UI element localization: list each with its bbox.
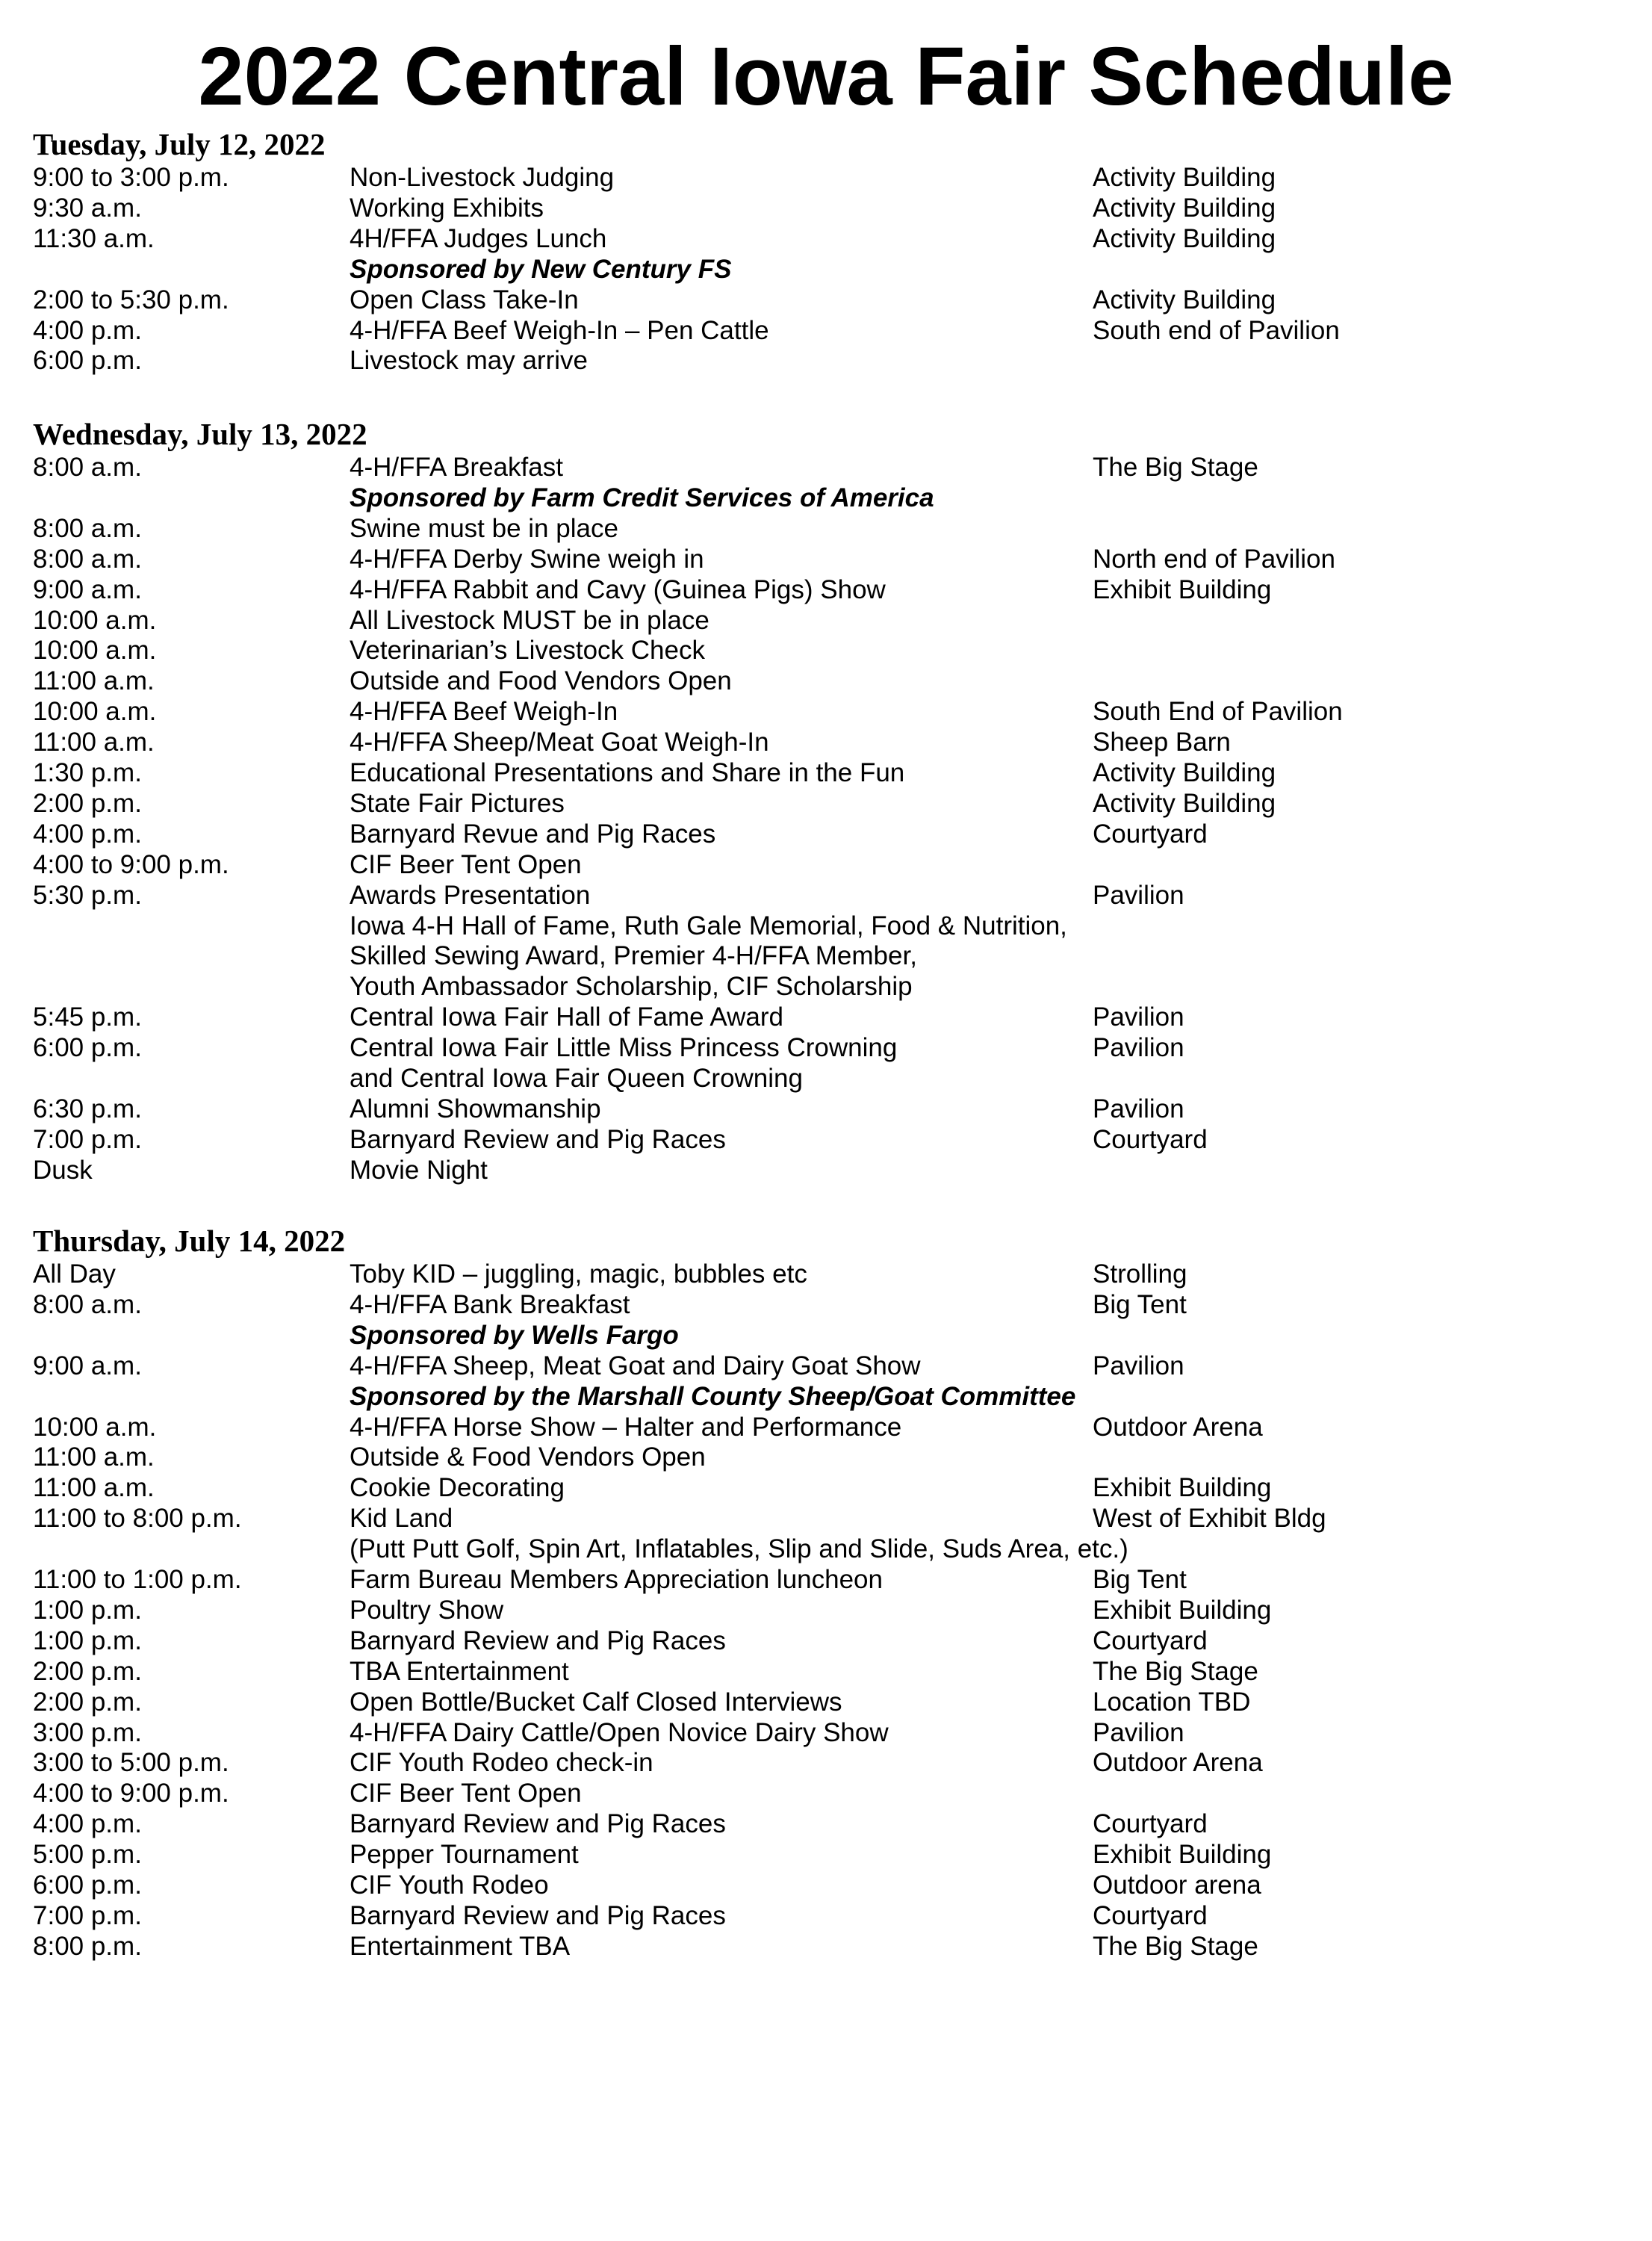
event-location: Exhibit Building bbox=[1093, 1840, 1272, 1870]
event-location: Courtyard bbox=[1093, 819, 1208, 849]
schedule-row bbox=[0, 1717, 1652, 1748]
page-title: 2022 Central Iowa Fair Schedule bbox=[198, 31, 1454, 123]
event-location: The Big Stage bbox=[1093, 1656, 1258, 1686]
event-time: 10:00 a.m. bbox=[33, 636, 157, 666]
event-location: West of Exhibit Bldg bbox=[1093, 1504, 1326, 1534]
schedule-row bbox=[0, 452, 1652, 483]
schedule-row bbox=[0, 1442, 1652, 1472]
event-name: CIF Youth Rodeo bbox=[350, 1870, 549, 1900]
event-location: Outdoor Arena bbox=[1093, 1748, 1263, 1778]
sponsor-text: Sponsored by New Century FS bbox=[350, 254, 732, 284]
event-name: (Putt Putt Golf, Spin Art, Inflatables, Slip and Slide, Suds Area, etc.) bbox=[350, 1534, 1128, 1564]
event-location: Big Tent bbox=[1093, 1289, 1187, 1319]
event-time: 10:00 a.m. bbox=[33, 697, 157, 727]
event-time: 6:00 p.m. bbox=[33, 346, 142, 376]
schedule-row bbox=[0, 1124, 1652, 1155]
event-location: Pavilion bbox=[1093, 1094, 1184, 1123]
event-time: 9:30 a.m. bbox=[33, 193, 142, 223]
event-name: 4-H/FFA Derby Swine weigh in bbox=[350, 544, 704, 574]
event-location: Courtyard bbox=[1093, 1124, 1208, 1154]
event-time: 3:00 to 5:00 p.m. bbox=[33, 1748, 229, 1778]
event-name: Youth Ambassador Scholarship, CIF Scholarship bbox=[350, 972, 913, 1002]
event-location: Big Tent bbox=[1093, 1565, 1187, 1594]
event-location: North end of Pavilion bbox=[1093, 544, 1335, 574]
event-time: 4:00 p.m. bbox=[33, 315, 142, 345]
schedule-row bbox=[0, 1687, 1652, 1717]
schedule-row bbox=[0, 1094, 1652, 1124]
event-location: Pavilion bbox=[1093, 1717, 1184, 1747]
schedule-row bbox=[0, 880, 1652, 911]
schedule-row bbox=[0, 162, 1652, 193]
event-time: 9:00 to 3:00 p.m. bbox=[33, 163, 229, 192]
schedule-row bbox=[0, 1472, 1652, 1503]
event-name: 4-H/FFA Sheep/Meat Goat Weigh-In bbox=[350, 728, 769, 757]
schedule-row bbox=[0, 1063, 1652, 1094]
event-name: CIF Beer Tent Open bbox=[350, 849, 582, 879]
event-time: 1:00 p.m. bbox=[33, 1595, 142, 1625]
event-location: Activity Building bbox=[1093, 788, 1276, 818]
event-name: Cookie Decorating bbox=[350, 1473, 565, 1503]
event-name: State Fair Pictures bbox=[350, 788, 565, 818]
schedule-row bbox=[0, 1595, 1652, 1625]
event-location: Exhibit Building bbox=[1093, 1473, 1272, 1503]
event-name: CIF Youth Rodeo check-in bbox=[350, 1748, 653, 1778]
event-location: Activity Building bbox=[1093, 758, 1276, 787]
schedule-row bbox=[0, 1503, 1652, 1534]
event-name: 4H/FFA Judges Lunch bbox=[350, 223, 607, 253]
event-time: 8:00 a.m. bbox=[33, 1289, 142, 1319]
event-location: Pavilion bbox=[1093, 1033, 1184, 1063]
event-time: 4:00 to 9:00 p.m. bbox=[33, 1779, 229, 1808]
event-name: TBA Entertainment bbox=[350, 1656, 569, 1686]
event-name: Farm Bureau Members Appreciation luncheon bbox=[350, 1565, 883, 1594]
event-time: 4:00 p.m. bbox=[33, 1809, 142, 1839]
event-name: 4-H/FFA Breakfast bbox=[350, 453, 563, 482]
event-time: 8:00 a.m. bbox=[33, 544, 142, 574]
event-time: 5:45 p.m. bbox=[33, 1002, 142, 1032]
schedule-row bbox=[0, 285, 1652, 315]
schedule-row bbox=[0, 788, 1652, 819]
event-name: Awards Presentation bbox=[350, 880, 591, 910]
schedule-row bbox=[0, 911, 1652, 941]
event-name: Educational Presentations and Share in the Fun bbox=[350, 758, 905, 787]
schedule-row bbox=[0, 940, 1652, 971]
event-name: Open Class Take-In bbox=[350, 285, 579, 314]
schedule-row bbox=[0, 513, 1652, 544]
event-time: All Day bbox=[33, 1259, 116, 1289]
event-name: Alumni Showmanship bbox=[350, 1094, 601, 1123]
event-name: Barnyard Review and Pig Races bbox=[350, 1809, 726, 1839]
sponsor-text: Sponsored by the Marshall County Sheep/Goat Committee bbox=[350, 1381, 1076, 1411]
schedule-row bbox=[0, 666, 1652, 696]
event-name: 4-H/FFA Horse Show – Halter and Performance bbox=[350, 1412, 902, 1442]
schedule-row bbox=[0, 1412, 1652, 1442]
schedule-row bbox=[0, 345, 1652, 376]
event-name: Barnyard Review and Pig Races bbox=[350, 1900, 726, 1930]
event-location: Activity Building bbox=[1093, 223, 1276, 253]
event-time: 11:00 a.m. bbox=[33, 1442, 155, 1472]
schedule-row bbox=[0, 819, 1652, 849]
event-location: South end of Pavilion bbox=[1093, 315, 1340, 345]
schedule-row bbox=[0, 1534, 1652, 1564]
schedule-row bbox=[0, 1808, 1652, 1839]
event-time: 2:00 p.m. bbox=[33, 1656, 142, 1686]
event-name: Toby KID – juggling, magic, bubbles etc bbox=[350, 1259, 807, 1289]
event-time: 10:00 a.m. bbox=[33, 1412, 157, 1442]
event-name: Entertainment TBA bbox=[350, 1931, 571, 1961]
event-name: Working Exhibits bbox=[350, 193, 544, 223]
schedule-row bbox=[0, 1778, 1652, 1808]
event-time: 11:00 to 1:00 p.m. bbox=[33, 1565, 242, 1594]
schedule-row bbox=[0, 544, 1652, 574]
schedule-row bbox=[0, 1931, 1652, 1962]
event-location: Pavilion bbox=[1093, 1351, 1184, 1380]
schedule-row bbox=[0, 971, 1652, 1002]
schedule-row bbox=[0, 1032, 1652, 1063]
event-time: 11:00 a.m. bbox=[33, 666, 155, 696]
event-time: 3:00 p.m. bbox=[33, 1717, 142, 1747]
event-name: 4-H/FFA Beef Weigh-In bbox=[350, 697, 618, 727]
event-time: 11:00 a.m. bbox=[33, 728, 155, 757]
event-name: Movie Night bbox=[350, 1155, 488, 1185]
sponsor-row bbox=[0, 483, 1652, 513]
event-name: Central Iowa Fair Little Miss Princess Crowning bbox=[350, 1033, 898, 1063]
event-time: 2:00 p.m. bbox=[33, 788, 142, 818]
event-location: Courtyard bbox=[1093, 1625, 1208, 1655]
event-time: 5:30 p.m. bbox=[33, 880, 142, 910]
sponsor-row bbox=[0, 254, 1652, 285]
event-time: 2:00 p.m. bbox=[33, 1687, 142, 1717]
day-header: Tuesday, July 12, 2022 bbox=[33, 127, 326, 161]
schedule-row bbox=[0, 1289, 1652, 1320]
event-name: Outside & Food Vendors Open bbox=[350, 1442, 706, 1472]
event-time: 1:00 p.m. bbox=[33, 1625, 142, 1655]
event-location: Activity Building bbox=[1093, 193, 1276, 223]
event-name: Barnyard Review and Pig Races bbox=[350, 1625, 726, 1655]
event-time: 9:00 a.m. bbox=[33, 574, 142, 604]
day-header: Thursday, July 14, 2022 bbox=[33, 1224, 346, 1258]
schedule-row bbox=[0, 1351, 1652, 1381]
event-location: Courtyard bbox=[1093, 1809, 1208, 1839]
event-name: and Central Iowa Fair Queen Crowning bbox=[350, 1064, 803, 1093]
event-location: Exhibit Building bbox=[1093, 1595, 1272, 1625]
schedule-row bbox=[0, 696, 1652, 727]
sponsor-text: Sponsored by Wells Fargo bbox=[350, 1320, 679, 1350]
event-location: Strolling bbox=[1093, 1259, 1187, 1289]
event-time: 6:30 p.m. bbox=[33, 1094, 142, 1123]
schedule-row bbox=[0, 1259, 1652, 1289]
schedule-row bbox=[0, 1002, 1652, 1032]
event-name: Outside and Food Vendors Open bbox=[350, 666, 732, 696]
event-location: Exhibit Building bbox=[1093, 574, 1272, 604]
event-name: 4-H/FFA Sheep, Meat Goat and Dairy Goat Show bbox=[350, 1351, 921, 1380]
event-time: 1:30 p.m. bbox=[33, 758, 142, 787]
schedule-row bbox=[0, 1564, 1652, 1595]
event-time: 6:00 p.m. bbox=[33, 1033, 142, 1063]
schedule-row bbox=[0, 635, 1652, 666]
event-location: Sheep Barn bbox=[1093, 728, 1231, 757]
event-time: 11:30 a.m. bbox=[33, 223, 155, 253]
day-header: Wednesday, July 13, 2022 bbox=[33, 417, 367, 451]
event-location: Pavilion bbox=[1093, 1002, 1184, 1032]
event-time: 6:00 p.m. bbox=[33, 1870, 142, 1900]
event-name: 4-H/FFA Dairy Cattle/Open Novice Dairy Show bbox=[350, 1717, 889, 1747]
event-location: Location TBD bbox=[1093, 1687, 1251, 1717]
event-location: Outdoor arena bbox=[1093, 1870, 1261, 1900]
event-name: 4-H/FFA Bank Breakfast bbox=[350, 1289, 630, 1319]
schedule-row bbox=[0, 1900, 1652, 1931]
event-name: Barnyard Review and Pig Races bbox=[350, 1124, 726, 1154]
schedule-row bbox=[0, 574, 1652, 605]
event-name: 4-H/FFA Rabbit and Cavy (Guinea Pigs) Show bbox=[350, 574, 886, 604]
event-name: Barnyard Revue and Pig Races bbox=[350, 819, 716, 849]
event-time: 2:00 to 5:30 p.m. bbox=[33, 285, 229, 314]
event-time: 5:00 p.m. bbox=[33, 1840, 142, 1870]
event-time: 8:00 a.m. bbox=[33, 513, 142, 543]
schedule-row bbox=[0, 1155, 1652, 1185]
schedule-row bbox=[0, 757, 1652, 788]
event-name: 4-H/FFA Beef Weigh-In – Pen Cattle bbox=[350, 315, 769, 345]
event-name: Skilled Sewing Award, Premier 4-H/FFA Member, bbox=[350, 941, 917, 971]
event-location: Pavilion bbox=[1093, 880, 1184, 910]
event-name: Swine must be in place bbox=[350, 513, 618, 543]
event-time: 7:00 p.m. bbox=[33, 1900, 142, 1930]
event-time: 11:00 a.m. bbox=[33, 1473, 155, 1503]
event-name: Open Bottle/Bucket Calf Closed Interviews bbox=[350, 1687, 842, 1717]
event-location: Activity Building bbox=[1093, 285, 1276, 314]
schedule-row bbox=[0, 315, 1652, 346]
event-name: Kid Land bbox=[350, 1504, 453, 1534]
schedule-row bbox=[0, 849, 1652, 880]
sponsor-row bbox=[0, 1320, 1652, 1351]
event-location: The Big Stage bbox=[1093, 453, 1258, 482]
event-location: Courtyard bbox=[1093, 1900, 1208, 1930]
sponsor-text: Sponsored by Farm Credit Services of America bbox=[350, 483, 934, 512]
event-time: 8:00 p.m. bbox=[33, 1931, 142, 1961]
event-name: Pepper Tournament bbox=[350, 1840, 579, 1870]
event-time: 11:00 to 8:00 p.m. bbox=[33, 1504, 242, 1534]
schedule-row bbox=[0, 1839, 1652, 1870]
event-name: All Livestock MUST be in place bbox=[350, 605, 709, 635]
event-location: Outdoor Arena bbox=[1093, 1412, 1263, 1442]
event-time: 4:00 p.m. bbox=[33, 819, 142, 849]
event-name: Iowa 4-H Hall of Fame, Ruth Gale Memorial, Food & Nutrition, bbox=[350, 911, 1067, 940]
sponsor-row bbox=[0, 1381, 1652, 1412]
schedule-row bbox=[0, 1870, 1652, 1900]
event-time: 8:00 a.m. bbox=[33, 453, 142, 482]
event-name: CIF Beer Tent Open bbox=[350, 1779, 582, 1808]
event-time: 10:00 a.m. bbox=[33, 605, 157, 635]
event-time: 7:00 p.m. bbox=[33, 1124, 142, 1154]
schedule-row bbox=[0, 1656, 1652, 1687]
event-time: 4:00 to 9:00 p.m. bbox=[33, 849, 229, 879]
event-time: Dusk bbox=[33, 1155, 93, 1185]
schedule-row bbox=[0, 727, 1652, 757]
event-name: Poultry Show bbox=[350, 1595, 504, 1625]
event-time: 9:00 a.m. bbox=[33, 1351, 142, 1380]
event-location: Activity Building bbox=[1093, 163, 1276, 192]
event-name: Livestock may arrive bbox=[350, 346, 588, 376]
event-name: Veterinarian’s Livestock Check bbox=[350, 636, 705, 666]
schedule-row bbox=[0, 605, 1652, 636]
event-location: The Big Stage bbox=[1093, 1931, 1258, 1961]
schedule-row bbox=[0, 223, 1652, 254]
schedule-row bbox=[0, 1747, 1652, 1778]
schedule-row bbox=[0, 1625, 1652, 1656]
event-name: Non-Livestock Judging bbox=[350, 163, 615, 192]
event-location: South End of Pavilion bbox=[1093, 697, 1343, 727]
schedule-row bbox=[0, 193, 1652, 223]
event-name: Central Iowa Fair Hall of Fame Award bbox=[350, 1002, 783, 1032]
